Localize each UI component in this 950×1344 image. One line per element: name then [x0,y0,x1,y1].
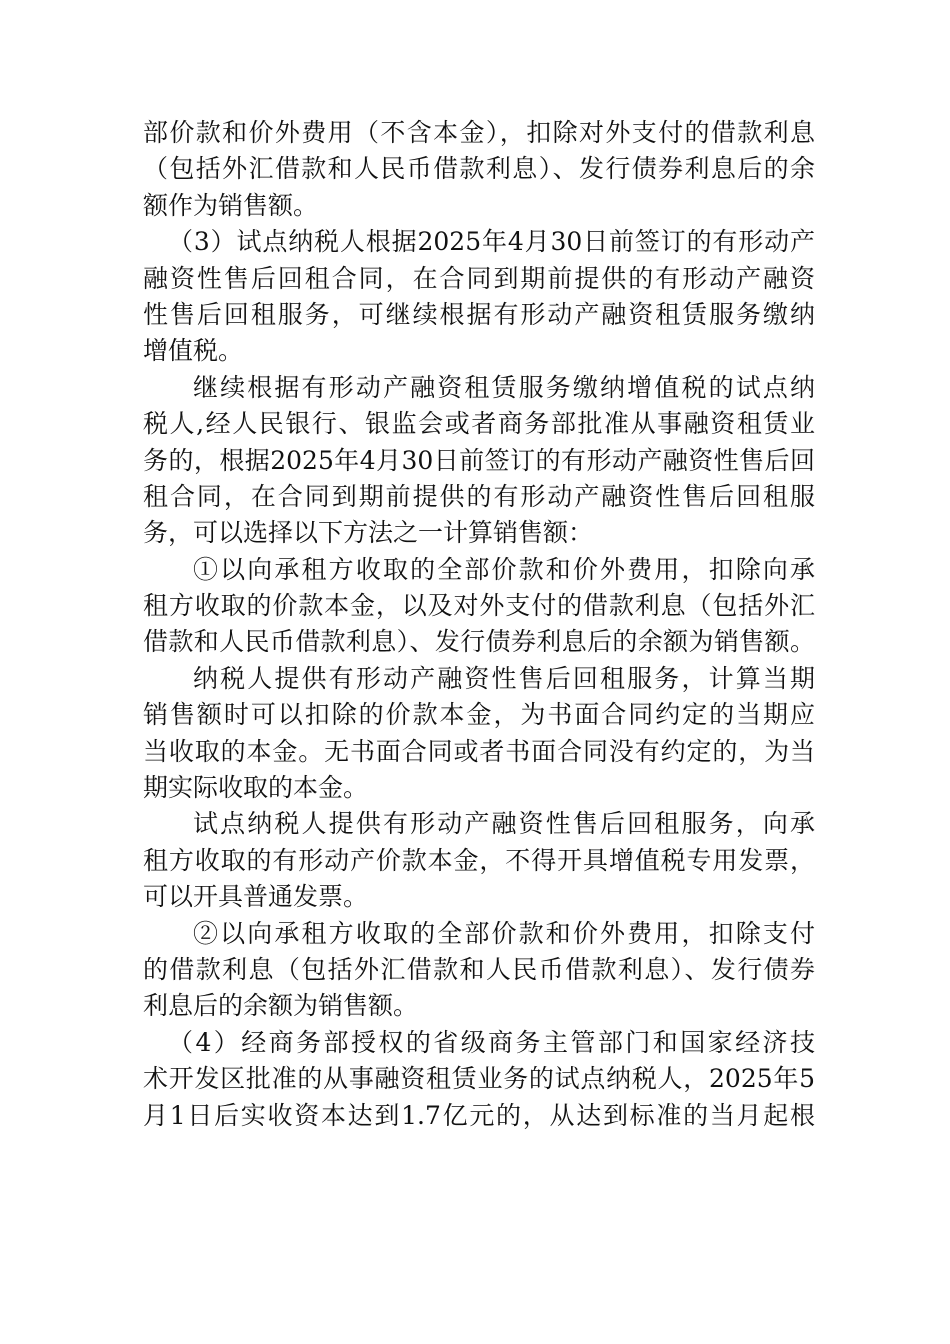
text-line: ①以向承租方收取的全部价款和价外费用，扣除向承 [193,554,815,584]
text-line: 可以开具普通发票。 [143,882,369,912]
text-line: 部价款和价外费用（不含本金），扣除对外支付的借款利息 [143,118,815,147]
text-line: 务的，根据2025年4月30日前签订的有形动产融资性售后回 [143,445,815,475]
text-line: 纳税人提供有形动产融资性售后回租服务，计算当期 [193,663,815,693]
text-line: （包括外汇借款和人民币借款利息）、发行债券利息后的余 [143,154,815,184]
text-line: 务，可以选择以下方法之一计算销售额： [143,518,594,548]
text-line: 术开发区批准的从事融资租赁业务的试点纳税人，2025年5 [143,1064,815,1094]
text-line: 销售额时可以扣除的价款本金，为书面合同约定的当期应 [143,700,815,730]
text-line: 期实际收取的本金。 [143,773,369,803]
text-line: 增值税。 [143,336,244,366]
text-line: 试点纳税人提供有形动产融资性售后回租服务，向承 [193,809,815,839]
text-line: （4）经商务部授权的省级商务主管部门和国家经济技 [168,1027,815,1057]
text-line: ②以向承租方收取的全部价款和价外费用，扣除支付 [193,918,815,948]
text-line: 的借款利息（包括外汇借款和人民币借款利息）、发行债券 [143,954,815,984]
text-line: 租合同，在合同到期前提供的有形动产融资性售后回租服 [143,481,815,511]
text-line: 额作为销售额。 [143,190,319,220]
text-line: 租方收取的价款本金，以及对外支付的借款利息（包括外汇 [143,591,815,621]
document-body [143,115,815,1134]
text-line: （3）试点纳税人根据2025年4月30日前签订的有形动产 [168,227,815,257]
text-line: 借款和人民币借款利息）、发行债券利息后的余额为销售额。 [143,627,815,657]
text-line: 当收取的本金。无书面合同或者书面合同没有约定的，为当 [143,736,815,766]
text-line: 融资性售后回租合同，在合同到期前提供的有形动产融资 [143,263,815,293]
text-line: 月1日后实收资本达到1.7亿元的，从达到标准的当月起根 [143,1100,815,1130]
text-line: 利息后的余额为销售额。 [143,991,419,1021]
text-line: 税人,经人民银行、银监会或者商务部批准从事融资租赁业 [143,409,815,439]
text-line: 继续根据有形动产融资租赁服务缴纳增值税的试点纳 [193,372,815,402]
text-line: 租方收取的有形动产价款本金，不得开具增值税专用发票， [143,845,815,875]
text-line: 性售后回租服务，可继续根据有形动产融资租赁服务缴纳 [143,299,815,329]
